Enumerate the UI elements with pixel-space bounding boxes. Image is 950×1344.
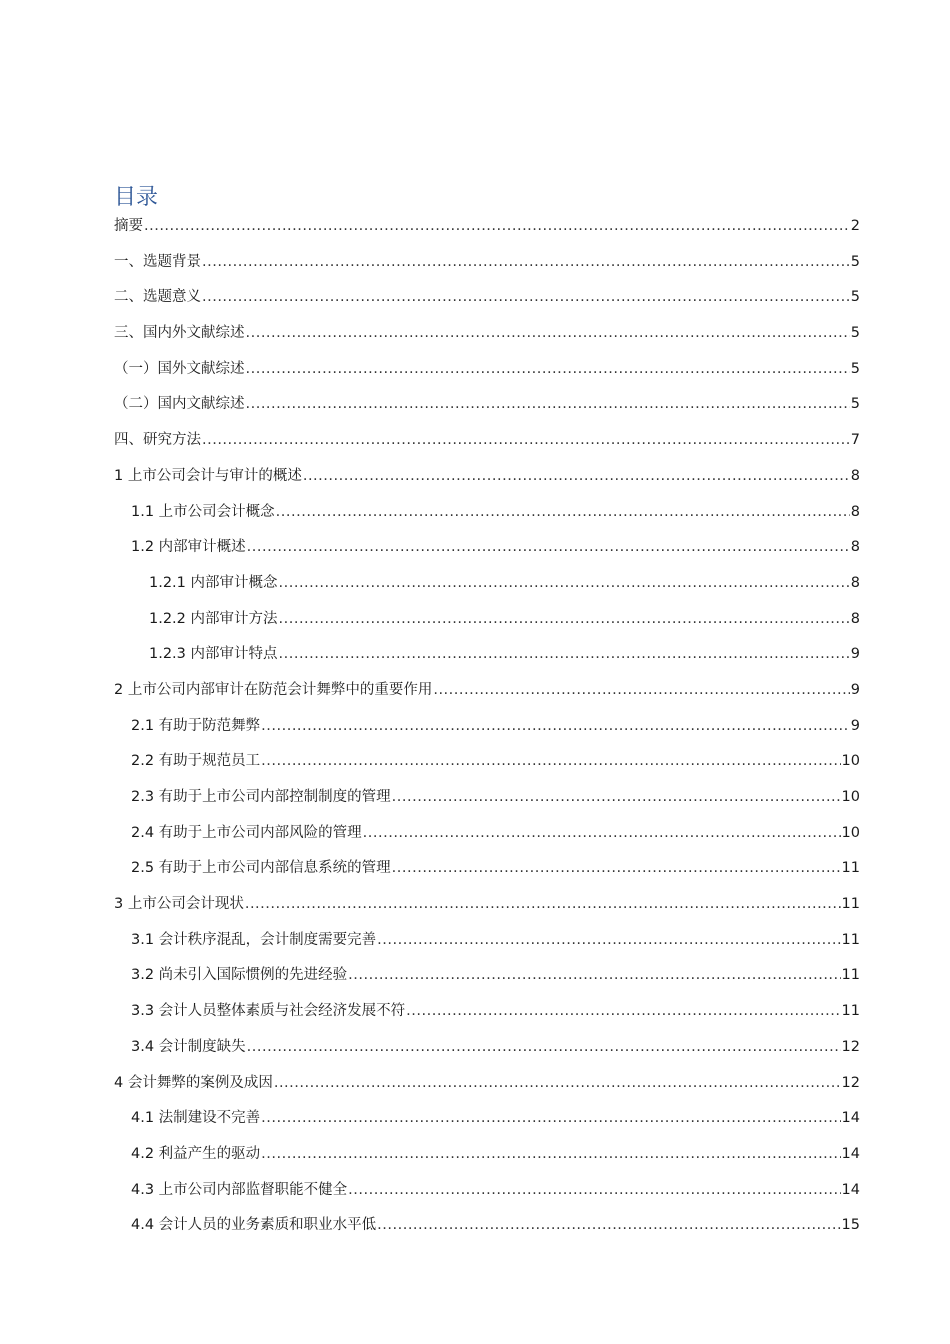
toc-dot-leader (433, 675, 849, 705)
toc-dot-leader (261, 746, 840, 776)
toc-entry-page-number: 2 (850, 218, 860, 234)
toc-entry-page-number: 5 (850, 253, 860, 270)
toc-entry-label: 2.4 有助于上市公司内部风险的管理 (131, 824, 362, 841)
toc-entry-label: 二、选题意义 (114, 289, 201, 306)
toc-entry-page-number: 10 (841, 789, 860, 805)
toc-entry[interactable] (114, 461, 860, 497)
toc-entry-page-number: 11 (841, 896, 860, 913)
toc-dot-leader (279, 639, 850, 669)
toc-dot-leader (144, 211, 850, 241)
toc-entry-label: （一）国外文献综述 (114, 360, 245, 377)
toc-entry[interactable] (114, 497, 860, 533)
toc-entry-label: 1 上市公司会计与审计的概述 (114, 467, 302, 484)
toc-dot-leader (202, 425, 850, 455)
toc-entry[interactable] (114, 711, 860, 747)
toc-entry[interactable] (114, 889, 860, 925)
toc-entry-label: 4.4 会计人员的业务素质和职业水平低 (131, 1217, 377, 1234)
toc-dot-leader (303, 461, 850, 491)
toc-dot-leader (392, 853, 841, 883)
toc-entry-page-number: 8 (850, 574, 860, 591)
toc-entry[interactable] (114, 1068, 860, 1104)
toc-entry-page-number: 11 (841, 967, 860, 984)
toc-entry-label: 1.2.3 内部审计特点 (149, 646, 278, 663)
toc-entry-label: 3.3 会计人员整体素质与社会经济发展不符 (131, 1003, 406, 1020)
toc-entry-page-number: 9 (850, 646, 860, 663)
toc-entry-page-number: 11 (841, 931, 860, 948)
toc-entry-label: 2 上市公司内部审计在防范会计舞弊中的重要作用 (114, 681, 433, 698)
toc-dot-leader (406, 996, 840, 1026)
toc-entry[interactable] (114, 639, 860, 675)
toc-entry-page-number: 7 (850, 432, 860, 449)
toc-entry[interactable] (114, 1032, 860, 1068)
toc-entry-label: 1.2 内部审计概述 (131, 539, 246, 556)
toc-entry[interactable] (114, 282, 860, 318)
toc-entry[interactable] (114, 960, 860, 996)
toc-entry-label: 摘要 (114, 218, 143, 234)
toc-entry[interactable] (114, 782, 860, 818)
toc-entry-page-number: 10 (841, 753, 860, 770)
toc-entry-label: 2.1 有助于防范舞弊 (131, 717, 261, 734)
toc-entry[interactable] (114, 1103, 860, 1139)
toc-entry-label: （二）国内文献综述 (114, 396, 245, 413)
toc-dot-leader (377, 925, 840, 955)
toc-dot-leader (246, 318, 850, 348)
toc-dot-leader (279, 604, 850, 634)
toc-entry-label: 4 会计舞弊的案例及成因 (114, 1074, 273, 1091)
toc-dot-leader (246, 389, 850, 419)
toc-dot-leader (363, 818, 841, 848)
toc-entry-label: 四、研究方法 (114, 432, 201, 449)
toc-entry[interactable] (114, 996, 860, 1032)
toc-entry[interactable] (114, 318, 860, 354)
toc-entry-label: 3 上市公司会计现状 (114, 896, 244, 913)
toc-entry-label: 2.3 有助于上市公司内部控制制度的管理 (131, 789, 391, 805)
toc-entry[interactable] (114, 1210, 860, 1246)
toc-entry-page-number: 5 (850, 396, 860, 413)
toc-entry-label: 三、国内外文献综述 (114, 325, 245, 342)
toc-dot-leader (245, 889, 841, 919)
toc-entry-page-number: 11 (841, 1003, 860, 1020)
toc-entry-page-number: 12 (841, 1074, 860, 1091)
toc-entry-page-number: 5 (850, 289, 860, 306)
toc-entry[interactable] (114, 389, 860, 425)
toc-entry-label: 2.5 有助于上市公司内部信息系统的管理 (131, 860, 391, 877)
toc-entry-page-number: 5 (850, 360, 860, 377)
toc-entry[interactable] (114, 746, 860, 782)
toc-dot-leader (348, 1175, 840, 1205)
toc-entry[interactable] (114, 853, 860, 889)
toc-entry[interactable] (114, 1175, 860, 1211)
toc-entry-page-number: 10 (841, 824, 860, 841)
toc-entry-label: 一、选题背景 (114, 253, 201, 270)
toc-entry[interactable] (114, 211, 860, 247)
toc-entry[interactable] (114, 425, 860, 461)
toc-entry-page-number: 14 (841, 1110, 860, 1127)
toc-entry-page-number: 9 (850, 681, 860, 698)
toc-entry-label: 3.1 会计秩序混乱，会计制度需要完善 (131, 931, 377, 948)
toc-entry[interactable] (114, 354, 860, 390)
toc-title: 目录 (114, 185, 159, 210)
toc-entry[interactable] (114, 247, 860, 283)
toc-entry[interactable] (114, 604, 860, 640)
toc-entry-label: 3.4 会计制度缺失 (131, 1038, 246, 1055)
toc-entry-label: 2.2 有助于规范员工 (131, 753, 261, 770)
toc-entry-label: 1.2.1 内部审计概念 (149, 574, 278, 591)
toc-entry-label: 4.3 上市公司内部监督职能不健全 (131, 1181, 348, 1198)
toc-dot-leader (392, 782, 841, 812)
toc-dot-leader (247, 532, 850, 562)
toc-entry-label: 4.1 法制建设不完善 (131, 1110, 261, 1127)
toc-entry-page-number: 8 (850, 467, 860, 484)
toc-entry-page-number: 12 (841, 1038, 860, 1055)
toc-dot-leader (348, 960, 840, 990)
toc-dot-leader (247, 1032, 841, 1062)
toc-entry[interactable] (114, 818, 860, 854)
toc-entry-page-number: 8 (850, 610, 860, 627)
toc-dot-leader (202, 247, 850, 277)
toc-entry[interactable] (114, 1139, 860, 1175)
toc-entry-page-number: 8 (850, 539, 860, 556)
toc-entry-page-number: 15 (841, 1217, 860, 1234)
toc-dot-leader (261, 1139, 840, 1169)
toc-entry-label: 3.2 尚未引入国际惯例的先进经验 (131, 967, 348, 984)
toc-dot-leader (274, 1068, 841, 1098)
toc-dot-leader (377, 1210, 840, 1240)
toc-entry-page-number: 11 (841, 860, 860, 877)
toc-entry-label: 4.2 利益产生的驱动 (131, 1145, 261, 1162)
toc-entry-page-number: 14 (841, 1181, 860, 1198)
toc-entry[interactable] (114, 925, 860, 961)
toc-entry[interactable] (114, 568, 860, 604)
toc-entry-label: 1.2.2 内部审计方法 (149, 610, 278, 627)
toc-dot-leader (246, 354, 850, 384)
toc-entry-page-number: 9 (850, 717, 860, 734)
toc-entry[interactable] (114, 675, 860, 711)
toc-dot-leader (202, 282, 850, 312)
toc-dot-leader (279, 568, 850, 598)
toc-entry-page-number: 8 (850, 503, 860, 520)
toc-list (114, 211, 860, 1246)
toc-entry-label: 1.1 上市公司会计概念 (131, 503, 275, 520)
toc-dot-leader (261, 711, 850, 741)
toc-dot-leader (261, 1103, 840, 1133)
toc-entry-page-number: 5 (850, 325, 860, 342)
toc-entry-page-number: 14 (841, 1145, 860, 1162)
toc-dot-leader (276, 497, 850, 527)
toc-entry[interactable] (114, 532, 860, 568)
